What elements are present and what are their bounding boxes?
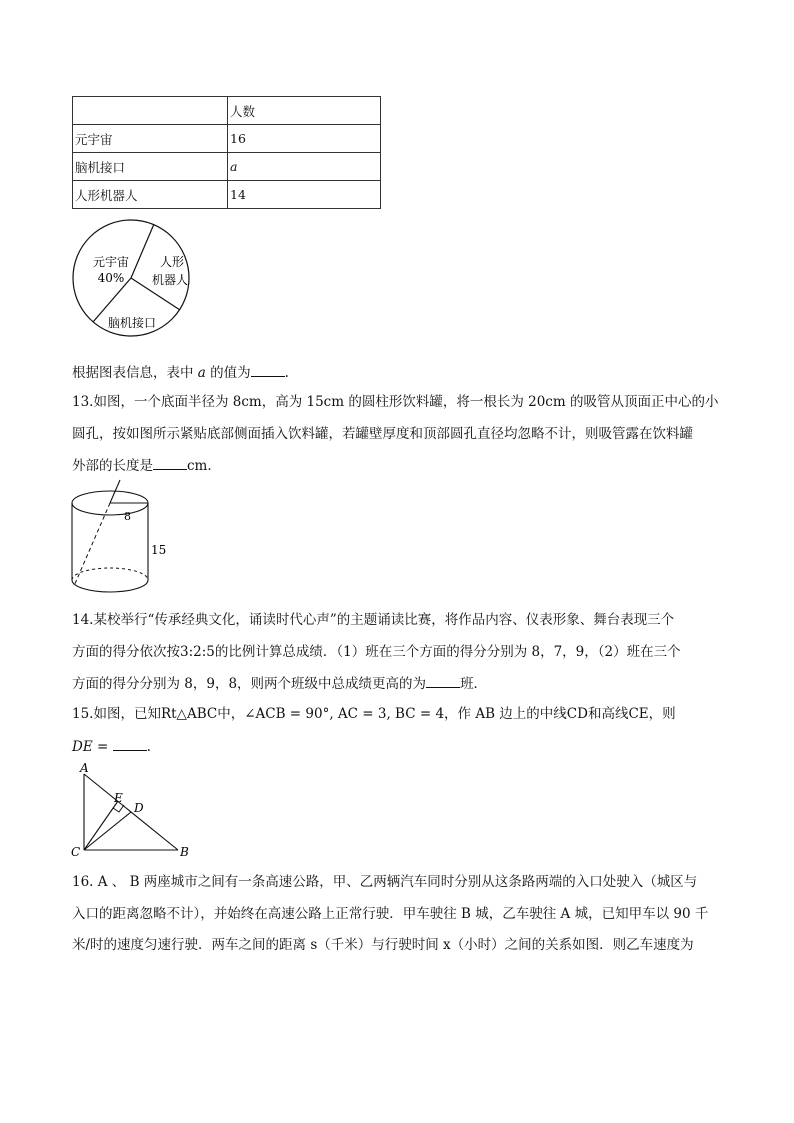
q12-var: a bbox=[197, 365, 206, 381]
table-cell: a bbox=[228, 153, 381, 181]
label-d: D bbox=[134, 801, 144, 815]
q12-text-after: 的值为 bbox=[205, 365, 251, 381]
q14-line3 bbox=[72, 673, 487, 694]
q13-line3 bbox=[72, 455, 221, 476]
answer-blank[interactable] bbox=[153, 455, 187, 470]
q16-line1: 16. A 、 B 两座城市之间有一条高速公路，甲、乙两辆汽车同时分别从这条路两端的入口处驶入（城区与 bbox=[72, 874, 698, 890]
radius-label: 8 bbox=[124, 510, 131, 523]
height-label: 15 bbox=[151, 543, 167, 557]
q14-line2: 方面的得分依次按3:2:5的比例计算总成绩．（1）班在三个方面的得分分别为 8，7，9，（2）班在三个 bbox=[72, 644, 681, 660]
cylinder-bottom-back bbox=[72, 568, 148, 580]
q15-end: . bbox=[146, 739, 151, 755]
q12-end: . bbox=[284, 365, 289, 381]
table-row bbox=[73, 181, 381, 209]
pie-label-bci: 脑机接口 bbox=[107, 316, 157, 330]
answer-blank[interactable] bbox=[113, 736, 147, 751]
label-a: A bbox=[80, 762, 89, 775]
q13-text: 外部的长度是 bbox=[72, 458, 153, 474]
table-cell: 14 bbox=[228, 181, 381, 209]
table-row bbox=[73, 125, 381, 153]
q16-line2: 入口的距离忽略不计），并始终在高速公路上正常行驶．甲车驶往 B 城，乙车驶往 A 城，已知甲车以 90 千 bbox=[72, 906, 709, 922]
q15-text: DE = bbox=[72, 739, 113, 755]
table-cell: 脑机接口 bbox=[73, 153, 228, 181]
label-e: E bbox=[114, 791, 123, 805]
label-c: C bbox=[71, 845, 81, 859]
q13-line2: 圆孔，按如图所示紧贴底部侧面插入饮料罐，若罐壁厚度和顶部圆孔直径均忽略不计，则吸管露在饮料罐 bbox=[72, 426, 693, 442]
q16-line3: 米/时的速度匀速行驶．两车之间的距离 s（千米）与行驶时间 x（小时）之间的关系如图．则乙车速度为 bbox=[72, 937, 694, 953]
table-row bbox=[73, 153, 381, 181]
q15-line2 bbox=[72, 736, 151, 757]
pie-percent-metaverse: 40% bbox=[97, 271, 125, 285]
cylinder-bottom-front bbox=[72, 580, 148, 592]
q13-unit: cm． bbox=[187, 458, 221, 474]
median-cd bbox=[84, 812, 131, 850]
stats-table bbox=[72, 96, 381, 209]
table-cell: 人数 bbox=[228, 97, 381, 125]
q14-line1: 14.某校举行“传承经典文化，诵读时代心声”的主题诵读比赛，将作品内容、仪表形象、舞台表现三个 bbox=[72, 612, 675, 628]
pie-divider bbox=[131, 224, 154, 278]
table-cell: 16 bbox=[228, 125, 381, 153]
q13-line1: 13.如图，一个底面半径为 8cm，高为 15cm 的圆柱形饮料罐，将一根长为 20cm 的吸管从顶面正中心的小 bbox=[72, 394, 719, 410]
triangle-figure bbox=[66, 762, 206, 862]
q15-line1: 15.如图，已知Rt△ABC中，∠ACB = 90°, AC = 3, BC = 4，作 AB 边上的中线CD和高线CE，则 bbox=[72, 706, 676, 722]
pie-label-metaverse: 元宇宙 bbox=[92, 255, 130, 269]
pie-chart bbox=[66, 214, 196, 344]
pie-label-robot-line2: 机器人 bbox=[151, 273, 189, 287]
q14-text: 方面的得分分别为 8，9，8，则两个班级中总成绩更高的为 bbox=[72, 676, 427, 692]
table-cell: 元宇宙 bbox=[73, 125, 228, 153]
table-header-row bbox=[73, 97, 381, 125]
q12-text: 根据图表信息，表中 bbox=[72, 365, 198, 381]
pie-label-robot-line1: 人形 bbox=[159, 255, 185, 269]
answer-blank[interactable] bbox=[426, 673, 460, 688]
q12-line bbox=[72, 362, 289, 383]
table-cell bbox=[73, 97, 228, 125]
q14-end: 班． bbox=[460, 676, 488, 692]
cylinder-figure bbox=[66, 478, 176, 598]
answer-blank[interactable] bbox=[251, 362, 285, 377]
straw-inside bbox=[74, 503, 110, 586]
table-cell: 人形机器人 bbox=[73, 181, 228, 209]
label-b: B bbox=[180, 845, 189, 859]
